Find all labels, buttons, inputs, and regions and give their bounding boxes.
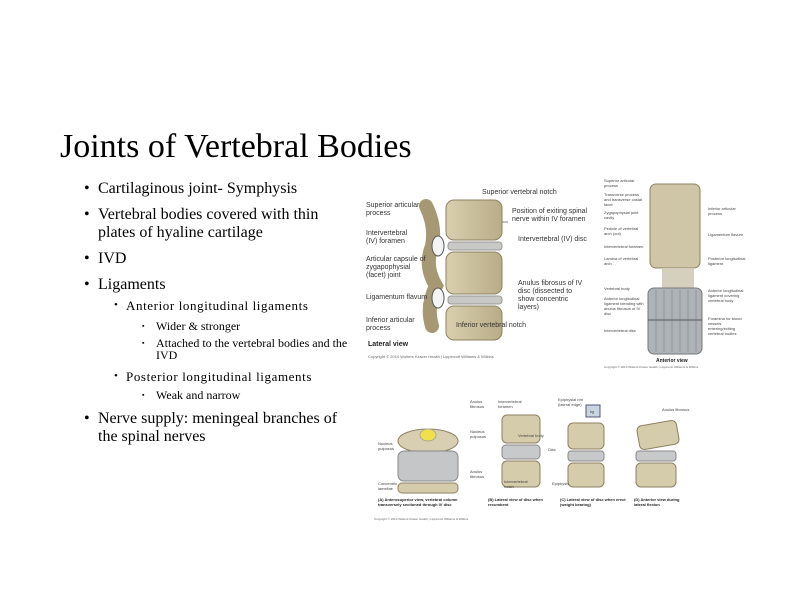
label-superior-notch: Superior vertebral notch (482, 189, 557, 196)
ant-label-r4: Foramina for blood vessels entering/exiting vertebral bodies (708, 316, 742, 336)
ant-label-4: Intervertebral foramen (604, 244, 644, 249)
sub-sub-bullet-wider: ▪ Wider & stronger (142, 320, 354, 332)
disc-caption-c: (C) Lateral view of disc when erect (weight bearing) (560, 497, 626, 507)
disc-label-vbody: Vertebral body (518, 433, 544, 438)
disc-label-iv-notch: Intervertebral notch (504, 479, 528, 489)
disc-views-figure (372, 393, 694, 525)
label-flavum: Ligamentum flavum (366, 294, 428, 301)
disc-caption-a: (A) Anterosuperior view, vertebral column transversely sectioned through IV disc (378, 497, 458, 507)
lateral-view-figure (366, 186, 598, 362)
anterior-view-figure (604, 176, 748, 370)
disc-caption-d: (D) Anterior view during lateral flexion (634, 497, 680, 507)
disc-label-epiphysial-rim: Epiphysial rim (lateral edge) (558, 397, 583, 407)
sub-bullet-anterior-ligament: • Anterior longitudinal ligaments (114, 298, 354, 313)
ant-label-6: Vertebral body (604, 286, 630, 291)
label-anterior-view: Anterior view (656, 358, 688, 364)
bullet-list (84, 180, 354, 454)
bullet-hyaline-cartilage: • Vertebral bodies covered with thin plates of hyaline cartilage (84, 206, 354, 242)
label-iv-disc: Intervertebral (IV) disc (518, 236, 587, 243)
disc-label-nucleus1: Nucleus pulposus (378, 441, 395, 451)
disc-label-epiphysis: Epiphysis (552, 481, 570, 486)
label-iv-foramen: Intervertebral (IV) foramen (366, 230, 408, 245)
disc-label-anulus2: Anulus fibrosus (470, 469, 485, 479)
disc-label-anulus-top: Anulus fibrosus (662, 407, 690, 412)
ant-label-2: Zygapophysial joint cavity (604, 210, 639, 220)
ant-label-r2: Posterior longitudinal ligament (708, 256, 746, 266)
label-capsule: Articular capsule of zygapophysial (facet) joint (366, 256, 426, 279)
disc-label-concentric: Concentric lamellae (378, 481, 398, 491)
bullet-ivd: • IVD (84, 250, 354, 268)
sub-sub-bullet-attached: ▪ Attached to the vertebral bodies and the IVD (142, 337, 354, 361)
bullet-symphysis: • Cartilaginous joint- Symphysis (84, 180, 354, 198)
disc-label-iv-foramen: Intervertebral foramen (498, 399, 522, 409)
label-inferior-process: Inferior articular process (366, 317, 415, 332)
copyright-anterior: Copyright © 2010 Wolters Kluwer Health | Lippincott Williams & Wilkins (604, 365, 699, 369)
sub-bullet-posterior-ligament: • Posterior longitudinal ligaments (114, 369, 354, 384)
label-lateral-view: Lateral view (368, 341, 409, 348)
label-anulus: Anulus fibrosus of IV disc (dissected to show concentric layers) (518, 280, 583, 311)
disc-label-nucleus2: Nucleus pulposus (470, 429, 487, 439)
label-superior-process: Superior articular process (366, 202, 420, 217)
disc-label-anulus1: Anulus fibrosus (470, 399, 485, 409)
ant-label-8: Intervertebral disc (604, 328, 636, 333)
ant-label-3: Pedicle of vertebral arch (cut) (604, 226, 639, 236)
disc-label-disc: Disc (548, 447, 556, 452)
ant-label-r1: Ligamentum flavum (708, 232, 743, 237)
ant-label-0: Superior articular process (604, 178, 635, 188)
label-exiting-nerve: Position of exiting spinal nerve within IV foramen (512, 208, 588, 223)
disc-caption-b: (B) Lateral view of disc when recumbent (488, 497, 543, 507)
slide-title: Joints of Vertebral Bodies (60, 128, 412, 165)
copyright-lateral: Copyright © 2010 Wolters Kluwer Health | Lippincott Williams & Wilkins (368, 354, 494, 359)
ant-label-r0: Inferior articular process (708, 206, 736, 216)
ant-label-1: Transverse process and transverse costal facet (604, 192, 643, 207)
disc-label-weight: kg (590, 409, 595, 414)
ant-label-7: Anterior longitudinal ligament blending with anulus fibrosus of IV disc (604, 296, 644, 316)
ant-label-r3: Anterior longitudinal ligament covering vertebral body (708, 288, 744, 303)
ant-label-5: Lamina of vertebral arch (604, 256, 639, 266)
sub-sub-bullet-weak: ▪ Weak and narrow (142, 389, 354, 401)
bullet-nerve-supply: • Nerve supply: meningeal branches of the spinal nerves (84, 410, 354, 446)
copyright-disc: Copyright © 2010 Wolters Kluwer Health | Lippincott Williams & Wilkins (374, 517, 469, 521)
bullet-ligaments: • Ligaments (84, 276, 354, 294)
label-inferior-notch: Inferior vertebral notch (456, 322, 527, 329)
